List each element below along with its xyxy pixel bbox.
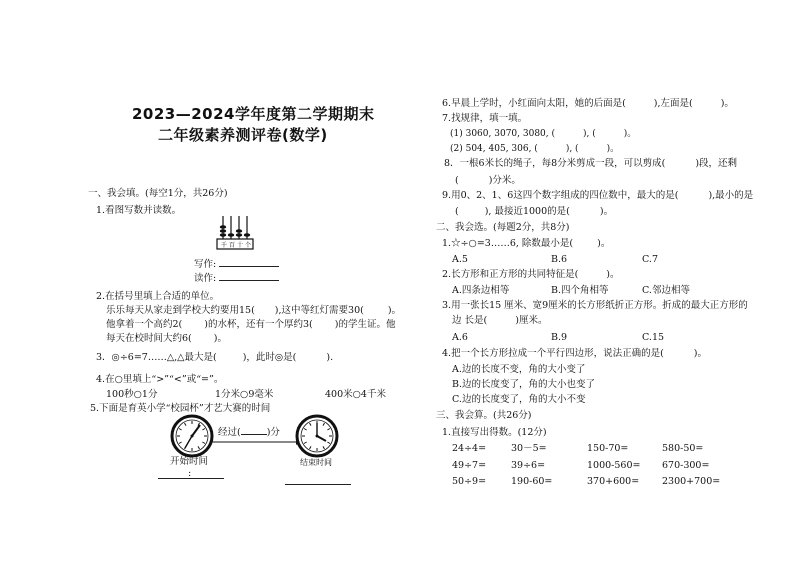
clock-center <box>191 435 194 438</box>
write-label: 写作: <box>194 259 217 270</box>
calc-r3-c2[interactable]: 190-60= <box>511 476 553 487</box>
q4-item-1[interactable]: 100秒○1分 <box>106 389 158 400</box>
q5-text: )分 <box>266 427 280 438</box>
q9-text: ),最小的是 <box>708 190 754 201</box>
q6-text: 6.早晨上学时，小红面向太阳，她的后面是( <box>442 98 626 109</box>
q2-text: )。 <box>213 333 227 344</box>
abacus-labels <box>220 240 252 249</box>
q8-line-1 <box>444 158 737 170</box>
calc-r3-c4[interactable]: 2300+700= <box>662 476 721 487</box>
q8-text: 8．一根6米长的绳子，每8分米剪成一段，可以剪成( <box>444 158 666 169</box>
q2-stem: 2.在括号里填上合适的单位。 <box>96 291 220 302</box>
q8-text: )分米。 <box>488 175 521 186</box>
calc-r1-c4[interactable]: 580-50= <box>662 443 704 454</box>
q7-seq-1 <box>450 128 636 140</box>
start-clock-icon <box>170 414 214 458</box>
q2-text: )的学生证。他 <box>334 319 396 330</box>
section3-heading: 三、我会算。(共26分) <box>436 410 532 421</box>
q1-read-row <box>194 270 279 285</box>
start-time-label: 开始时间 <box>170 456 209 467</box>
s2-q1-text: )。 <box>597 238 611 249</box>
s2-q1-stem <box>442 238 610 250</box>
s2-q3-text: 边 长是( <box>452 315 488 326</box>
calc-r2-c2[interactable]: 39÷6= <box>511 460 546 471</box>
read-label: 读作: <box>194 273 217 284</box>
q2-line-2 <box>106 319 395 331</box>
q1-stem: 1.看图写数并读数。 <box>96 205 182 216</box>
q3-line <box>96 352 333 364</box>
calc-r1-c2[interactable]: 30－5= <box>511 443 547 454</box>
s2-q2-option-b[interactable]: B.四个角相等 <box>551 285 609 296</box>
s2-q4-option-a[interactable]: A.边的长度不变，角的大小变了 <box>452 364 586 375</box>
s2-q2-text: 2.长方形和正方形的共同特征是( <box>442 269 579 280</box>
q6-text: ),左面是( <box>653 98 693 109</box>
q9-text: ( <box>455 206 459 217</box>
abacus-label-hundreds: 百 <box>228 242 235 249</box>
q2-text: )。 <box>387 305 402 316</box>
q5-text: 经过( <box>218 427 241 438</box>
section2-heading: 二、我会选。(每题2分，共8分) <box>436 222 570 233</box>
end-time-answer[interactable] <box>285 470 351 489</box>
s2-q3-stem-2 <box>452 315 547 327</box>
q2-text: 他拿着一个高约2( <box>106 319 183 330</box>
q2-line-3 <box>106 333 227 345</box>
calc-r2-c4[interactable]: 670-300= <box>662 460 710 471</box>
s2-q3-stem-1: 3.用一张长15 厘米、宽9厘米的长方形纸折正方形。折成的最大正方形的 <box>442 300 748 311</box>
s2-q2-option-c[interactable]: C.邻边相等 <box>642 285 690 296</box>
abacus-bead <box>236 229 242 233</box>
arrow-right-icon <box>210 438 300 446</box>
q6-text: )。 <box>720 98 734 109</box>
q7-stem: 7.找规律，填一填。 <box>442 113 528 124</box>
q5-stem: 5.下面是育英小学“校园杯”才艺大赛的时间 <box>90 403 271 414</box>
q7-text: ), ( <box>583 129 596 139</box>
q7-text: )。 <box>623 129 637 139</box>
abacus-bead <box>236 233 242 237</box>
calc-r1-c3[interactable]: 150-70= <box>587 443 629 454</box>
abacus-bead <box>220 229 226 233</box>
clock-center <box>316 435 319 438</box>
q8-text: ( <box>455 175 459 186</box>
end-time-label: 结束时间 <box>300 458 332 467</box>
q9-text: )。 <box>599 206 614 217</box>
q1-write-row <box>194 256 279 271</box>
q2-text: ),这中等红灯需要30( <box>274 305 364 316</box>
s2-q4-text: 4.把一个长方形拉成一个平行四边形，说法正确的是( <box>442 348 664 359</box>
abacus-label-tens: 十 <box>236 242 243 249</box>
s2-q2-stem <box>442 269 620 281</box>
calc-r3-c1[interactable]: 50÷9= <box>452 476 487 487</box>
q7-text: ), ( <box>565 144 579 154</box>
q7-text: (1) 3060, 3070, 3080, ( <box>450 129 555 139</box>
title-line-1: 2023—2024学年度第二学期期末 <box>132 105 375 123</box>
q8-text: )段，还剩 <box>695 158 738 169</box>
q9-text: 9.用0、2、1、6这四个数字组成的四位数中，最大的是( <box>442 190 679 201</box>
start-time-answer[interactable] <box>158 470 224 483</box>
calc-r2-c3[interactable]: 1000-560= <box>587 460 641 471</box>
q9-text: ), 最接近1000的是( <box>484 206 570 217</box>
q5-elapsed <box>218 424 280 439</box>
q2-text: 每天在校时间大约6( <box>106 333 192 344</box>
read-answer-blank[interactable] <box>219 270 279 281</box>
title-line-2: 二年级素养测评卷(数学) <box>158 126 328 144</box>
abacus-bead <box>228 233 234 237</box>
s2-q1-text: 1.☆÷○=3……6, 除数最小是( <box>442 238 574 249</box>
calc-r1-c1[interactable]: 24÷4= <box>452 443 487 454</box>
q3-text: 3．◎÷6=7……△,△最大是( <box>96 352 217 363</box>
section1-heading: 一、我会填。(每空1分，共26分) <box>88 188 228 199</box>
calc-r3-c3[interactable]: 370+600= <box>587 476 640 487</box>
s2-q4-option-c[interactable]: C.边的长度变了，角的大小不变 <box>452 394 586 405</box>
abacus-label-thousands: 千 <box>220 242 227 249</box>
calc-r2-c1[interactable]: 49÷7= <box>452 460 487 471</box>
s2-q3-option-b[interactable]: B.9 <box>551 332 568 343</box>
s2-q4-stem <box>442 348 707 360</box>
q7-seq-2 <box>450 143 619 155</box>
s2-q1-option-c[interactable]: C.7 <box>642 254 658 265</box>
s2-q2-text: )。 <box>606 269 620 280</box>
s2-q4-text: )。 <box>693 348 707 359</box>
abacus-bead <box>220 233 226 237</box>
s2-q4-option-b[interactable]: B.边的长度变了，角的大小也变了 <box>452 379 596 390</box>
q3-text: ). <box>326 352 334 363</box>
time-colon: : <box>188 468 192 479</box>
q8-line-2 <box>455 175 521 187</box>
q2-text: 乐乐每天从家走到学校大约要用15( <box>106 305 255 316</box>
q7-text: (2) 504, 405, 306, ( <box>450 144 538 154</box>
q4-item-2[interactable]: 1分米○9毫米 <box>215 389 274 400</box>
s2-q1-option-a[interactable]: A.5 <box>452 254 468 265</box>
q4-stem: 4.在○里填上“>”“<”或“=”。 <box>96 374 224 385</box>
end-time-blank[interactable] <box>285 476 351 485</box>
s2-q3-option-a[interactable]: A.6 <box>452 332 468 343</box>
end-clock-icon <box>295 414 339 458</box>
q9-line-2 <box>455 206 613 218</box>
s2-q2-option-a[interactable]: A.四条边相等 <box>452 285 510 296</box>
q6-line <box>442 98 734 110</box>
s3-q1-stem: 1.直接写出得数。(12分) <box>442 427 547 438</box>
s2-q1-option-b[interactable]: B.6 <box>551 254 568 265</box>
q2-line-1 <box>106 305 401 317</box>
q4-item-3[interactable]: 400米○4千米 <box>325 389 386 400</box>
abacus-bead <box>220 225 226 229</box>
q9-line-1 <box>442 190 753 202</box>
q7-text: )。 <box>606 144 620 154</box>
elapsed-minutes-blank[interactable] <box>241 424 267 435</box>
abacus-label-ones: 个 <box>244 242 251 249</box>
write-answer-blank[interactable] <box>219 256 279 267</box>
q2-text: )的水杯，还有一个厚约3( <box>204 319 313 330</box>
abacus-bead <box>244 233 250 237</box>
q3-text: )，此时◎是( <box>242 352 297 363</box>
s2-q3-option-c[interactable]: C.15 <box>642 332 665 343</box>
s2-q3-text: )厘米。 <box>515 315 548 326</box>
